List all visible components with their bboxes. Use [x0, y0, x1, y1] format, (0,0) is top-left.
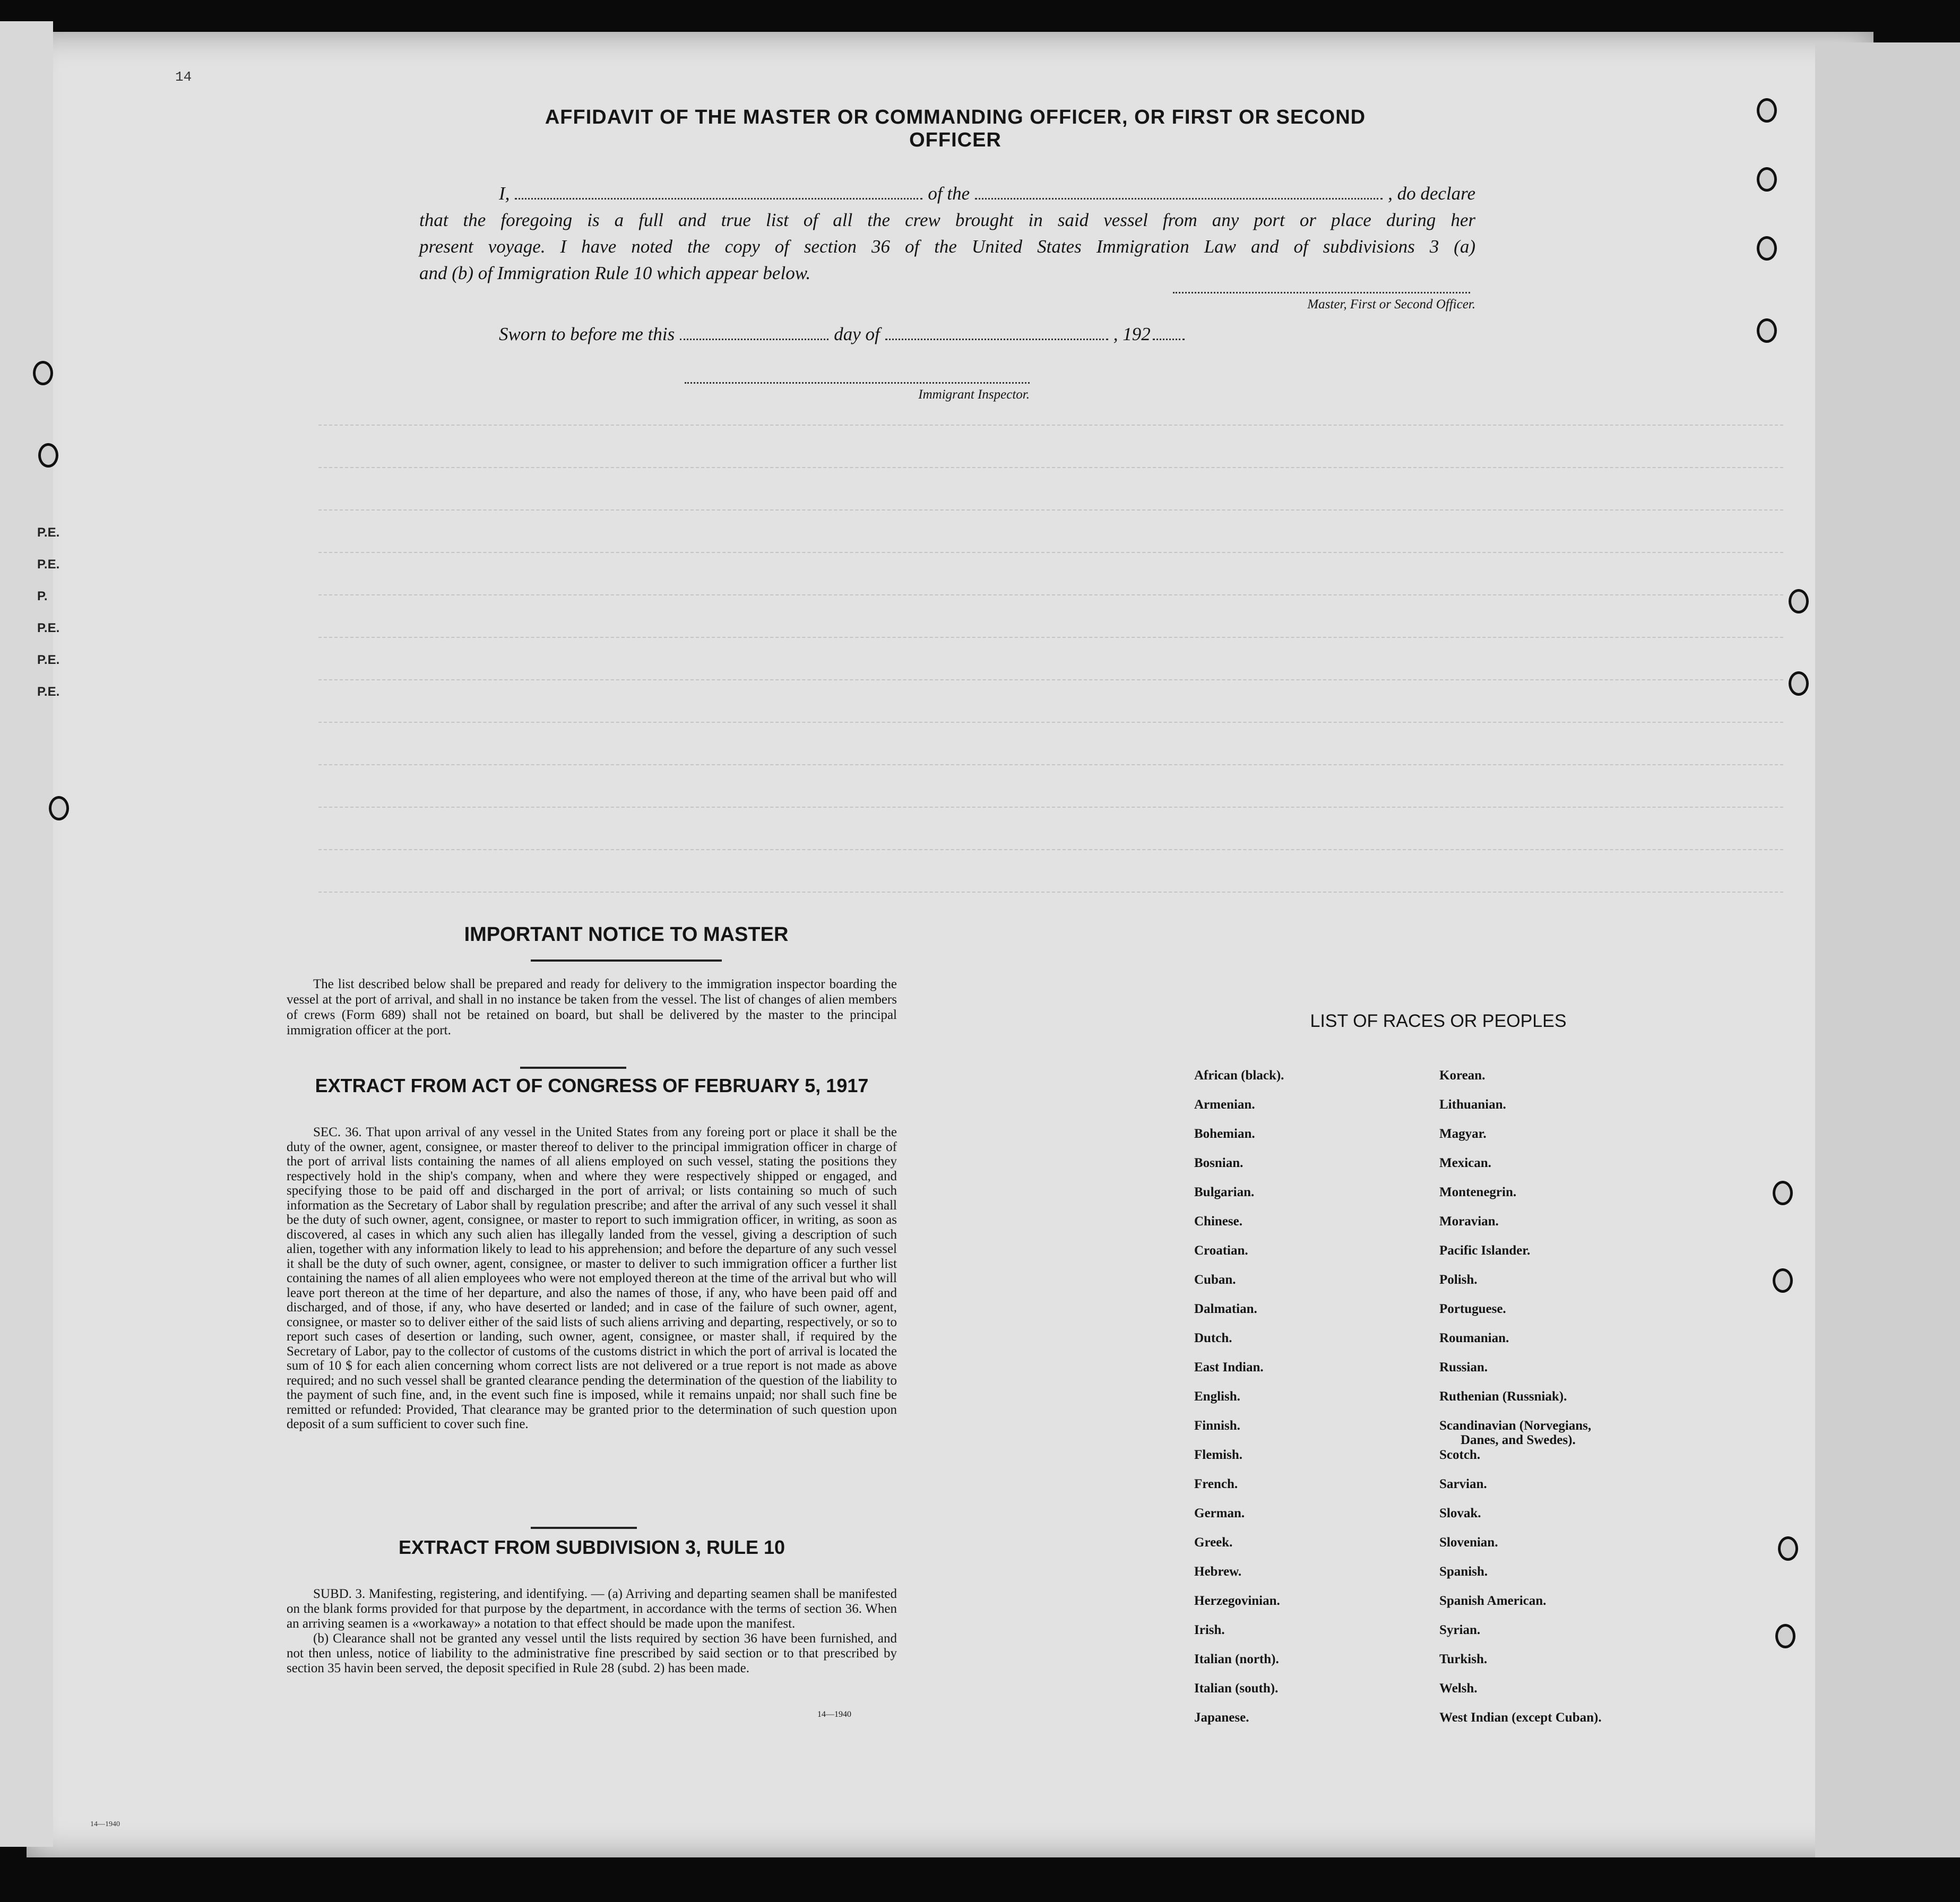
- bottom-form-stamp: 14—1940: [90, 1820, 120, 1828]
- race-item: Dalmatian.: [1194, 1302, 1257, 1316]
- ghost-row: [318, 796, 1783, 808]
- race-item: Ruthenian (Russniak).: [1439, 1389, 1567, 1404]
- binding-hole: [1757, 98, 1777, 123]
- race-item: Greek.: [1194, 1535, 1233, 1550]
- race-item: Flemish.: [1194, 1448, 1242, 1462]
- binding-hole: [1773, 1181, 1793, 1205]
- race-item: Lithuanian.: [1439, 1097, 1506, 1112]
- margin-label: P.: [37, 589, 48, 603]
- binding-hole: [1757, 236, 1777, 261]
- page-corner-number: 14: [175, 69, 192, 85]
- race-item: East Indian.: [1194, 1360, 1264, 1374]
- ghost-row: [318, 456, 1783, 468]
- race-item: Moravian.: [1439, 1214, 1499, 1229]
- ghost-row: [318, 711, 1783, 723]
- race-item: Spanish.: [1439, 1564, 1488, 1579]
- ghost-row: [318, 626, 1783, 638]
- extract-act-title: EXTRACT FROM ACT OF CONGRESS OF FEBRUARY 5, 1917: [315, 1075, 869, 1096]
- race-item: Montenegrin.: [1439, 1185, 1517, 1199]
- race-item: Irish.: [1194, 1623, 1225, 1637]
- sworn-line: [499, 324, 1199, 345]
- binding-hole: [33, 361, 53, 385]
- binding-hole: [1778, 1536, 1798, 1561]
- ghost-row: [318, 669, 1783, 680]
- ghost-row: [318, 838, 1783, 850]
- of-the-label: of the: [928, 183, 970, 204]
- subdivision-3-text: [287, 1587, 897, 1676]
- ghost-row: [318, 754, 1783, 765]
- race-item: Japanese.: [1194, 1710, 1249, 1725]
- margin-label: P.E.: [37, 685, 60, 699]
- race-item: Portuguese.: [1439, 1302, 1506, 1316]
- race-item: Sarvian.: [1439, 1477, 1487, 1491]
- ghost-row: [318, 414, 1783, 426]
- race-item: Herzegovinian.: [1194, 1594, 1280, 1608]
- subdivision-a: SUBD. 3. Manifesting, registering, and identifying. — (a) Arriving and departing seamen shall be manifested on the blank forms provided for that purpose by the department, in accordance with the terms of section 36. When an arriving seamen is a «workaway» a notation to that effect should be made upon the manifest.: [287, 1587, 897, 1631]
- race-item: Scotch.: [1439, 1448, 1481, 1462]
- race-item: Pacific Islander.: [1439, 1243, 1531, 1258]
- form-number: 14—1940: [817, 1710, 851, 1719]
- race-item: Mexican.: [1439, 1156, 1491, 1170]
- margin-label: P.E.: [37, 621, 60, 635]
- extract-rule-title: EXTRACT FROM SUBDIVISION 3, RULE 10: [398, 1536, 785, 1558]
- signature-label: Master, First or Second Officer.: [1307, 297, 1475, 312]
- day-of-label: day of: [834, 324, 880, 344]
- year-label: , 192: [1113, 324, 1151, 344]
- ghost-row: [318, 881, 1783, 893]
- affidavit-line: present voyage. I have noted the copy of section 36 of the United States Immigration Law and of subdivisions 3 (a): [419, 236, 1475, 257]
- race-item: Dutch.: [1194, 1331, 1232, 1345]
- race-item: Finnish.: [1194, 1419, 1240, 1433]
- affidavit-title: AFFIDAVIT OF THE MASTER OR COMMANDING OFFICER, OR FIRST OR SECOND OFFICER: [545, 106, 1366, 151]
- inspector-signature-field[interactable]: [685, 382, 1030, 384]
- race-item: Polish.: [1439, 1273, 1478, 1287]
- race-item: Bulgarian.: [1194, 1185, 1255, 1199]
- margin-label: P.E.: [37, 653, 60, 667]
- race-item: Spanish American.: [1439, 1594, 1547, 1608]
- race-item-line: Scandinavian (Norvegians,: [1439, 1419, 1592, 1433]
- sworn-day-field[interactable]: [680, 325, 828, 340]
- officer-signature-field[interactable]: [1173, 292, 1470, 293]
- affidavit-line: that the foregoing is a full and true list of all the crew brought in said vessel from any port or place during her: [419, 210, 1475, 230]
- binding-hole: [1757, 318, 1777, 343]
- race-item: Welsh.: [1439, 1681, 1478, 1696]
- race-item: Korean.: [1439, 1068, 1486, 1083]
- race-item: Bosnian.: [1194, 1156, 1244, 1170]
- affidavit-line: and (b) of Immigration Rule 10 which appear below.: [419, 263, 811, 283]
- notice-body: The list described below shall be prepared and ready for delivery to the immigration inspector boarding the vessel at the port of arrival, and shall in no instance be taken from the vessel. The list of changes of alien members of crews (Form 689) shall not be retained on board, but shall be delivered by the master to the principal immigration officer at the port.: [287, 977, 897, 1038]
- officer-name-field[interactable]: [515, 184, 922, 200]
- race-item: Turkish.: [1439, 1652, 1488, 1666]
- adjacent-page-strip: [1815, 42, 1960, 1857]
- race-item: Roumanian.: [1439, 1331, 1509, 1345]
- ghost-row: [318, 541, 1783, 553]
- vessel-name-field[interactable]: [975, 184, 1383, 200]
- race-item: Bohemian.: [1194, 1127, 1255, 1141]
- binding-hole: [49, 796, 69, 820]
- inspector-label: Immigrant Inspector.: [918, 387, 1030, 402]
- race-item: German.: [1194, 1506, 1245, 1520]
- race-item: West Indian (except Cuban).: [1439, 1710, 1602, 1725]
- race-item: Syrian.: [1439, 1623, 1481, 1637]
- race-item: Slovenian.: [1439, 1535, 1498, 1550]
- races-left-column: [1194, 1068, 1284, 1740]
- binding-hole: [1775, 1624, 1795, 1648]
- sworn-label: Sworn to before me this: [499, 324, 675, 344]
- race-item: Chinese.: [1194, 1214, 1242, 1229]
- races-title: LIST OF RACES OR PEOPLES: [1310, 1011, 1567, 1031]
- binding-hole: [1757, 167, 1777, 192]
- binding-hole: [1773, 1268, 1793, 1293]
- binding-hole: [1789, 589, 1809, 613]
- race-item-continuation: Danes, and Swedes).: [1461, 1433, 1576, 1447]
- race-item: Italian (north).: [1194, 1652, 1279, 1666]
- subdivision-b: (b) Clearance shall not be granted any vessel until the lists required by section 36 have been furnished, and not then unless, notice of liability to the administrative fine prescribed by said section or to that prescribed by section 35 havin been served, the deposit specified in Rule 28 (subd. 2) has been made.: [287, 1631, 897, 1675]
- title-rule: [531, 959, 722, 962]
- divider-rule: [531, 1527, 637, 1529]
- race-item: French.: [1194, 1477, 1238, 1491]
- race-item: Hebrew.: [1194, 1564, 1242, 1579]
- ghost-row: [318, 499, 1783, 511]
- race-item: Croatian.: [1194, 1243, 1248, 1258]
- race-item: Cuban.: [1194, 1273, 1236, 1287]
- sworn-month-field[interactable]: [885, 325, 1108, 340]
- affidavit-statement: [419, 180, 1475, 287]
- divider-rule: [520, 1067, 626, 1069]
- race-item: Italian (south).: [1194, 1681, 1279, 1696]
- sworn-year-field[interactable]: [1153, 325, 1185, 340]
- do-declare-label: , do declare: [1388, 183, 1476, 204]
- section-36-text: SEC. 36. That upon arrival of any vessel in the United States from any foreing port or place it shall be the duty of the owner, agent, consignee, or master thereof to deliver to the principal immigration officer in charge of the port of arrival lists containing the names of all aliens employed on such vessel, stating the positions they respectively hold in the ship's company, when and where they were respectively shipped or engaged, and specifying those to be paid off and discharged in the port of arrival; or lists containing so much of such information as the Secretary of Labor shall by regulation prescribe; and after the arrival of any such vessel it shall be the duty of such owner, agent, consignee, or master to report to such immigration officer, in writing, as soon as discovered, al cases in which any such alien has illegally landed from the vessel, giving a description of such alien, together with any information likely to lead to his apprehension; and before the departure of any such vessel it shall be the duty of such owner, agent, consignee, or master to deliver to such immigration officer a further list containing the names of all alien employees who were not employed thereon at the time of the arrival but who will leave port thereon at the time of her departure, and also the names of those, if any, who have been paid off and discharged, and of those, if any, who have deserted or landed; and in case of the failure of such owner, agent, consignee, or master so to deliver either of the said lists of such aliens arriving and departing, respectively, or so to report such cases of desertion or landing, such owner, agent, consignee, or master shall, if required by the Secretary of Labor, pay to the collector of customs of the customs district in which the port of arrival is located the sum of 10 $ for each alien concerning whom correct lists are not delivered or a true report is not made as above required; and no such vessel shall be granted clearance pending the determination of the question of the liability to the payment of such fine, and, in the event such fine is imposed, while it remains unpaid; nor shall such fine be remitted or refunded: Provided, That clearance may be granted prior to the determination of such question upon deposit of a sum sufficient to cover such fine.: [287, 1125, 897, 1431]
- sheet-left-edge: [0, 21, 53, 1847]
- race-item: Armenian.: [1194, 1097, 1255, 1112]
- margin-label: P.E.: [37, 525, 60, 540]
- notice-title: IMPORTANT NOTICE TO MASTER: [464, 923, 789, 946]
- binding-hole: [1789, 671, 1809, 696]
- race-item: African (black).: [1194, 1068, 1284, 1083]
- i-label: I,: [499, 183, 510, 204]
- race-item: English.: [1194, 1389, 1240, 1404]
- race-item: Magyar.: [1439, 1127, 1487, 1141]
- binding-hole: [38, 443, 58, 468]
- races-right-column: [1439, 1068, 1602, 1740]
- race-item: Russian.: [1439, 1360, 1488, 1374]
- race-item: [1439, 1419, 1602, 1448]
- race-item: Slovak.: [1439, 1506, 1481, 1520]
- declaration-line: [419, 180, 1475, 207]
- ghost-row: [318, 584, 1783, 595]
- margin-label: P.E.: [37, 557, 60, 572]
